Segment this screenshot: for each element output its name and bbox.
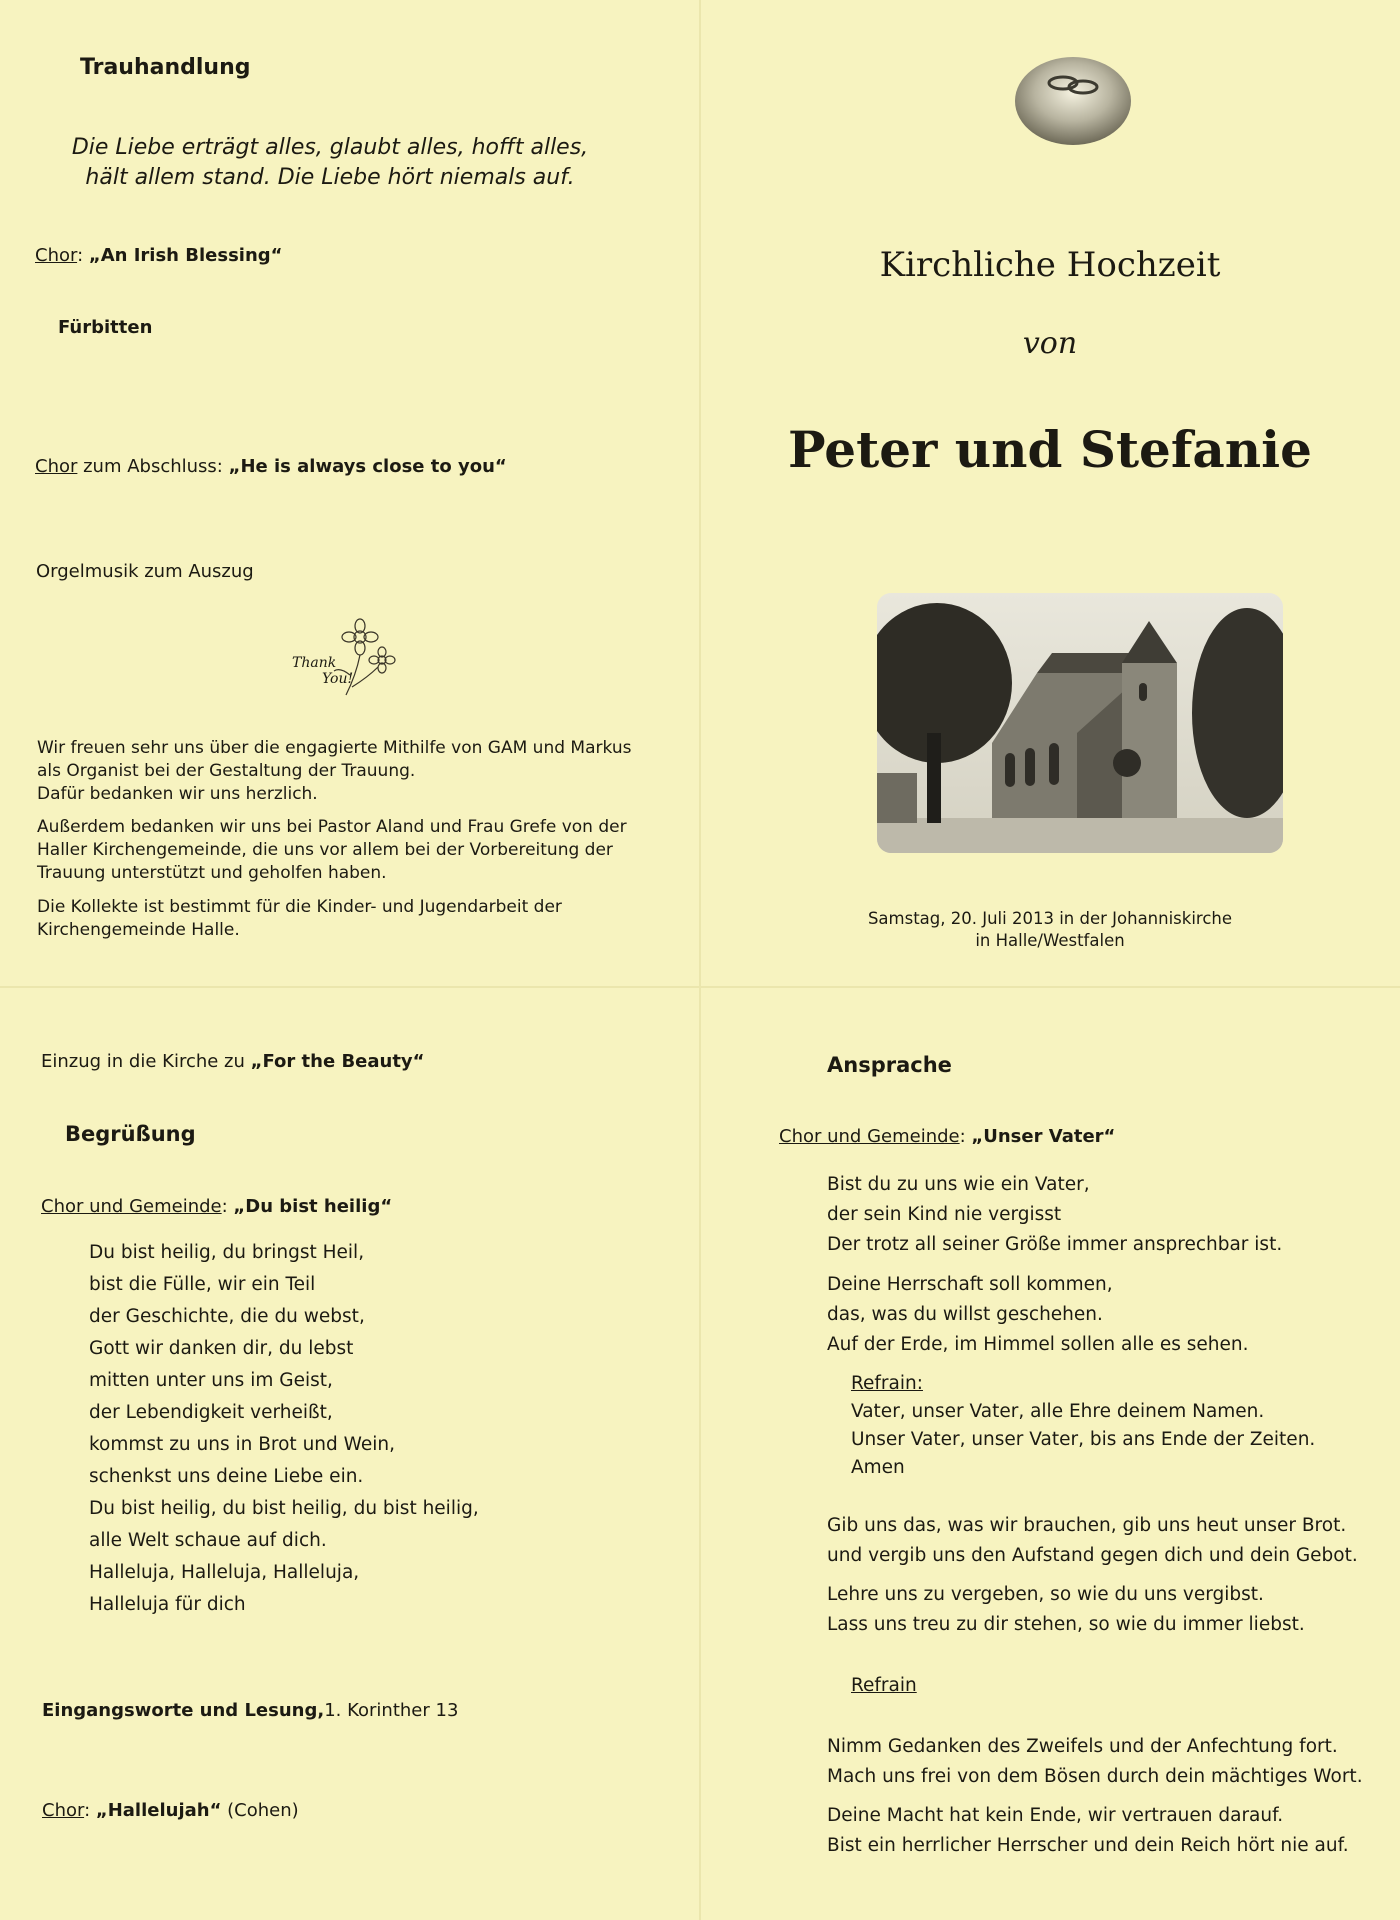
song-line: Mach uns frei von dem Bösen durch dein mächtiges Wort.: [827, 1766, 1363, 1787]
song-line: Du bist heilig, du bist heilig, du bist heilig,: [89, 1498, 479, 1519]
title-kirchliche-hochzeit: Kirchliche Hochzeit: [879, 245, 1221, 285]
rings-emblem: [1013, 55, 1133, 147]
thank-word: Thank: [292, 655, 337, 671]
einzug-line: [41, 1051, 425, 1072]
song-line: Halleluja für dich: [89, 1594, 246, 1615]
song-line: und vergib uns den Aufstand gegen dich und dein Gebot.: [827, 1545, 1358, 1566]
song-line: Nimm Gedanken des Zweifels und der Anfechtung fort.: [827, 1736, 1338, 1757]
refrain-2-label: Refrain: [851, 1675, 917, 1696]
song-line: Bist ein herrlicher Herrscher und dein Reich hört nie auf.: [827, 1835, 1349, 1856]
song-line: Der trotz all seiner Größe immer ansprechbar ist.: [827, 1234, 1283, 1255]
song-line: Bist du zu uns wie ein Vater,: [827, 1174, 1090, 1195]
you-word: You!: [322, 671, 354, 687]
quote-line-1: Die Liebe erträgt alles, glaubt alles, hofft alles,: [71, 135, 589, 160]
chor-unser-vater: [779, 1126, 1115, 1147]
text-line: Kirchengemeinde Halle.: [37, 920, 240, 940]
verse-4: [827, 1580, 1305, 1640]
song-line: der sein Kind nie vergisst: [827, 1204, 1062, 1225]
verse-6: [827, 1801, 1349, 1861]
separator: :: [77, 245, 89, 266]
song-title: „Du bist heilig“: [233, 1196, 393, 1217]
song-line: der Lebendigkeit verheißt,: [89, 1402, 333, 1423]
song-du-bist-heilig: [89, 1237, 479, 1621]
eingangsworte-line: [42, 1700, 458, 1721]
location-line: in Halle/Westfalen: [975, 931, 1125, 950]
text-line: als Organist bei der Gestaltung der Trauung.: [37, 761, 416, 781]
chor-irish-blessing: [35, 245, 282, 266]
song-line: Deine Macht hat kein Ende, wir vertrauen darauf.: [827, 1805, 1284, 1826]
trauhandlung-heading: Trauhandlung: [80, 55, 251, 80]
chor-du-bist-heilig: [41, 1196, 392, 1217]
verse-2: [827, 1270, 1249, 1360]
song-line: mitten unter uns im Geist,: [89, 1370, 333, 1391]
text-line: Trauung unterstützt und geholfen haben.: [37, 863, 387, 883]
vertical-fold-line: [699, 0, 701, 1920]
song-line: schenkst uns deine Liebe ein.: [89, 1466, 364, 1487]
song-line: Gib uns das, was wir brauchen, gib uns heut unser Brot.: [827, 1515, 1347, 1536]
song-line: Du bist heilig, du bringst Heil,: [89, 1242, 365, 1263]
song-title: „Hallelujah“: [95, 1800, 222, 1821]
chor-abschluss: [35, 456, 507, 477]
chor-label: Chor: [42, 1800, 85, 1821]
song-title: „He is always close to you“: [228, 456, 507, 477]
song-line: Lass uns treu zu dir stehen, so wie du immer liebst.: [827, 1614, 1305, 1635]
begruessung-heading: Begrüßung: [65, 1122, 196, 1146]
fuerbitten-label: Fürbitten: [58, 317, 153, 338]
song-line: Deine Herrschaft soll kommen,: [827, 1274, 1113, 1295]
song-title: „An Irish Blessing“: [88, 245, 283, 266]
song-line: Gott wir danken dir, du lebst: [89, 1338, 354, 1359]
song-line: der Geschichte, die du webst,: [89, 1306, 365, 1327]
song-line: Auf der Erde, im Himmel sollen alle es sehen.: [827, 1334, 1249, 1355]
song-title: „For the Beauty“: [250, 1051, 425, 1072]
song-title: „Unser Vater“: [971, 1126, 1116, 1147]
date-location: [700, 908, 1400, 952]
thanks-paragraph-3: [37, 896, 562, 942]
bible-reference: 1. Korinther 13: [324, 1700, 459, 1721]
song-line: Vater, unser Vater, alle Ehre deinem Namen.: [851, 1401, 1265, 1422]
refrain-label: Refrain:: [851, 1373, 923, 1394]
song-line: das, was du willst geschehen.: [827, 1304, 1103, 1325]
chor-mid-text: zum Abschluss:: [77, 456, 229, 477]
separator: :: [84, 1800, 96, 1821]
refrain-1: [851, 1370, 1315, 1482]
church-image: [877, 593, 1283, 853]
text-line: Wir freuen sehr uns über die engagierte Mithilfe von GAM und Markus: [37, 738, 632, 758]
text-line: Haller Kirchengemeinde, die uns vor allem bei der Vorbereitung der: [37, 840, 613, 860]
chor-label: Chor und Gemeinde: [779, 1126, 960, 1147]
orgelmusik-label: Orgelmusik zum Auszug: [36, 561, 254, 582]
text-line: Außerdem bedanken wir uns bei Pastor Aland und Frau Grefe von der: [37, 817, 627, 837]
ansprache-heading: Ansprache: [827, 1053, 952, 1077]
song-line: bist die Fülle, wir ein Teil: [89, 1274, 316, 1295]
verse-1: [827, 1170, 1282, 1260]
text-line: Die Kollekte ist bestimmt für die Kinder- und Jugendarbeit der: [37, 897, 562, 917]
chor-label: Chor: [35, 456, 78, 477]
verse-3: [827, 1511, 1358, 1571]
thanks-paragraph-2: [37, 816, 627, 885]
song-line: alle Welt schaue auf dich.: [89, 1530, 327, 1551]
thank-you-flower: [290, 615, 410, 705]
chor-label: Chor und Gemeinde: [41, 1196, 222, 1217]
einzug-prefix: Einzug in die Kirche zu: [41, 1051, 251, 1072]
thanks-paragraph-1: [37, 737, 631, 806]
song-line: Lehre uns zu vergeben, so wie du uns vergibst.: [827, 1584, 1264, 1605]
church-photo: [877, 593, 1283, 853]
separator: :: [221, 1196, 234, 1217]
song-line: Halleluja, Halleluja, Halleluja,: [89, 1562, 360, 1583]
verse-5: [827, 1732, 1363, 1792]
title-von: von: [1022, 326, 1078, 361]
chor-label: Chor: [35, 245, 78, 266]
wedding-rings-icon: [1013, 55, 1133, 147]
composer: (Cohen): [221, 1800, 299, 1821]
separator: :: [959, 1126, 972, 1147]
quote-line-2: hält allem stand. Die Liebe hört niemals auf.: [85, 165, 575, 190]
date-line: Samstag, 20. Juli 2013 in der Johanniskirche: [867, 909, 1233, 928]
horizontal-fold-line: [0, 986, 1400, 988]
couple-names: Peter und Stefanie: [788, 420, 1312, 479]
song-line: Amen: [851, 1457, 905, 1478]
love-quote: [60, 133, 600, 193]
thank-you-text: [292, 655, 353, 687]
eingangsworte-label: Eingangsworte und Lesung,: [42, 1700, 325, 1721]
text-line: Dafür bedanken wir uns herzlich.: [37, 784, 318, 804]
song-line: kommst zu uns in Brot und Wein,: [89, 1434, 395, 1455]
chor-hallelujah: [42, 1800, 299, 1821]
song-line: Unser Vater, unser Vater, bis ans Ende der Zeiten.: [851, 1429, 1316, 1450]
